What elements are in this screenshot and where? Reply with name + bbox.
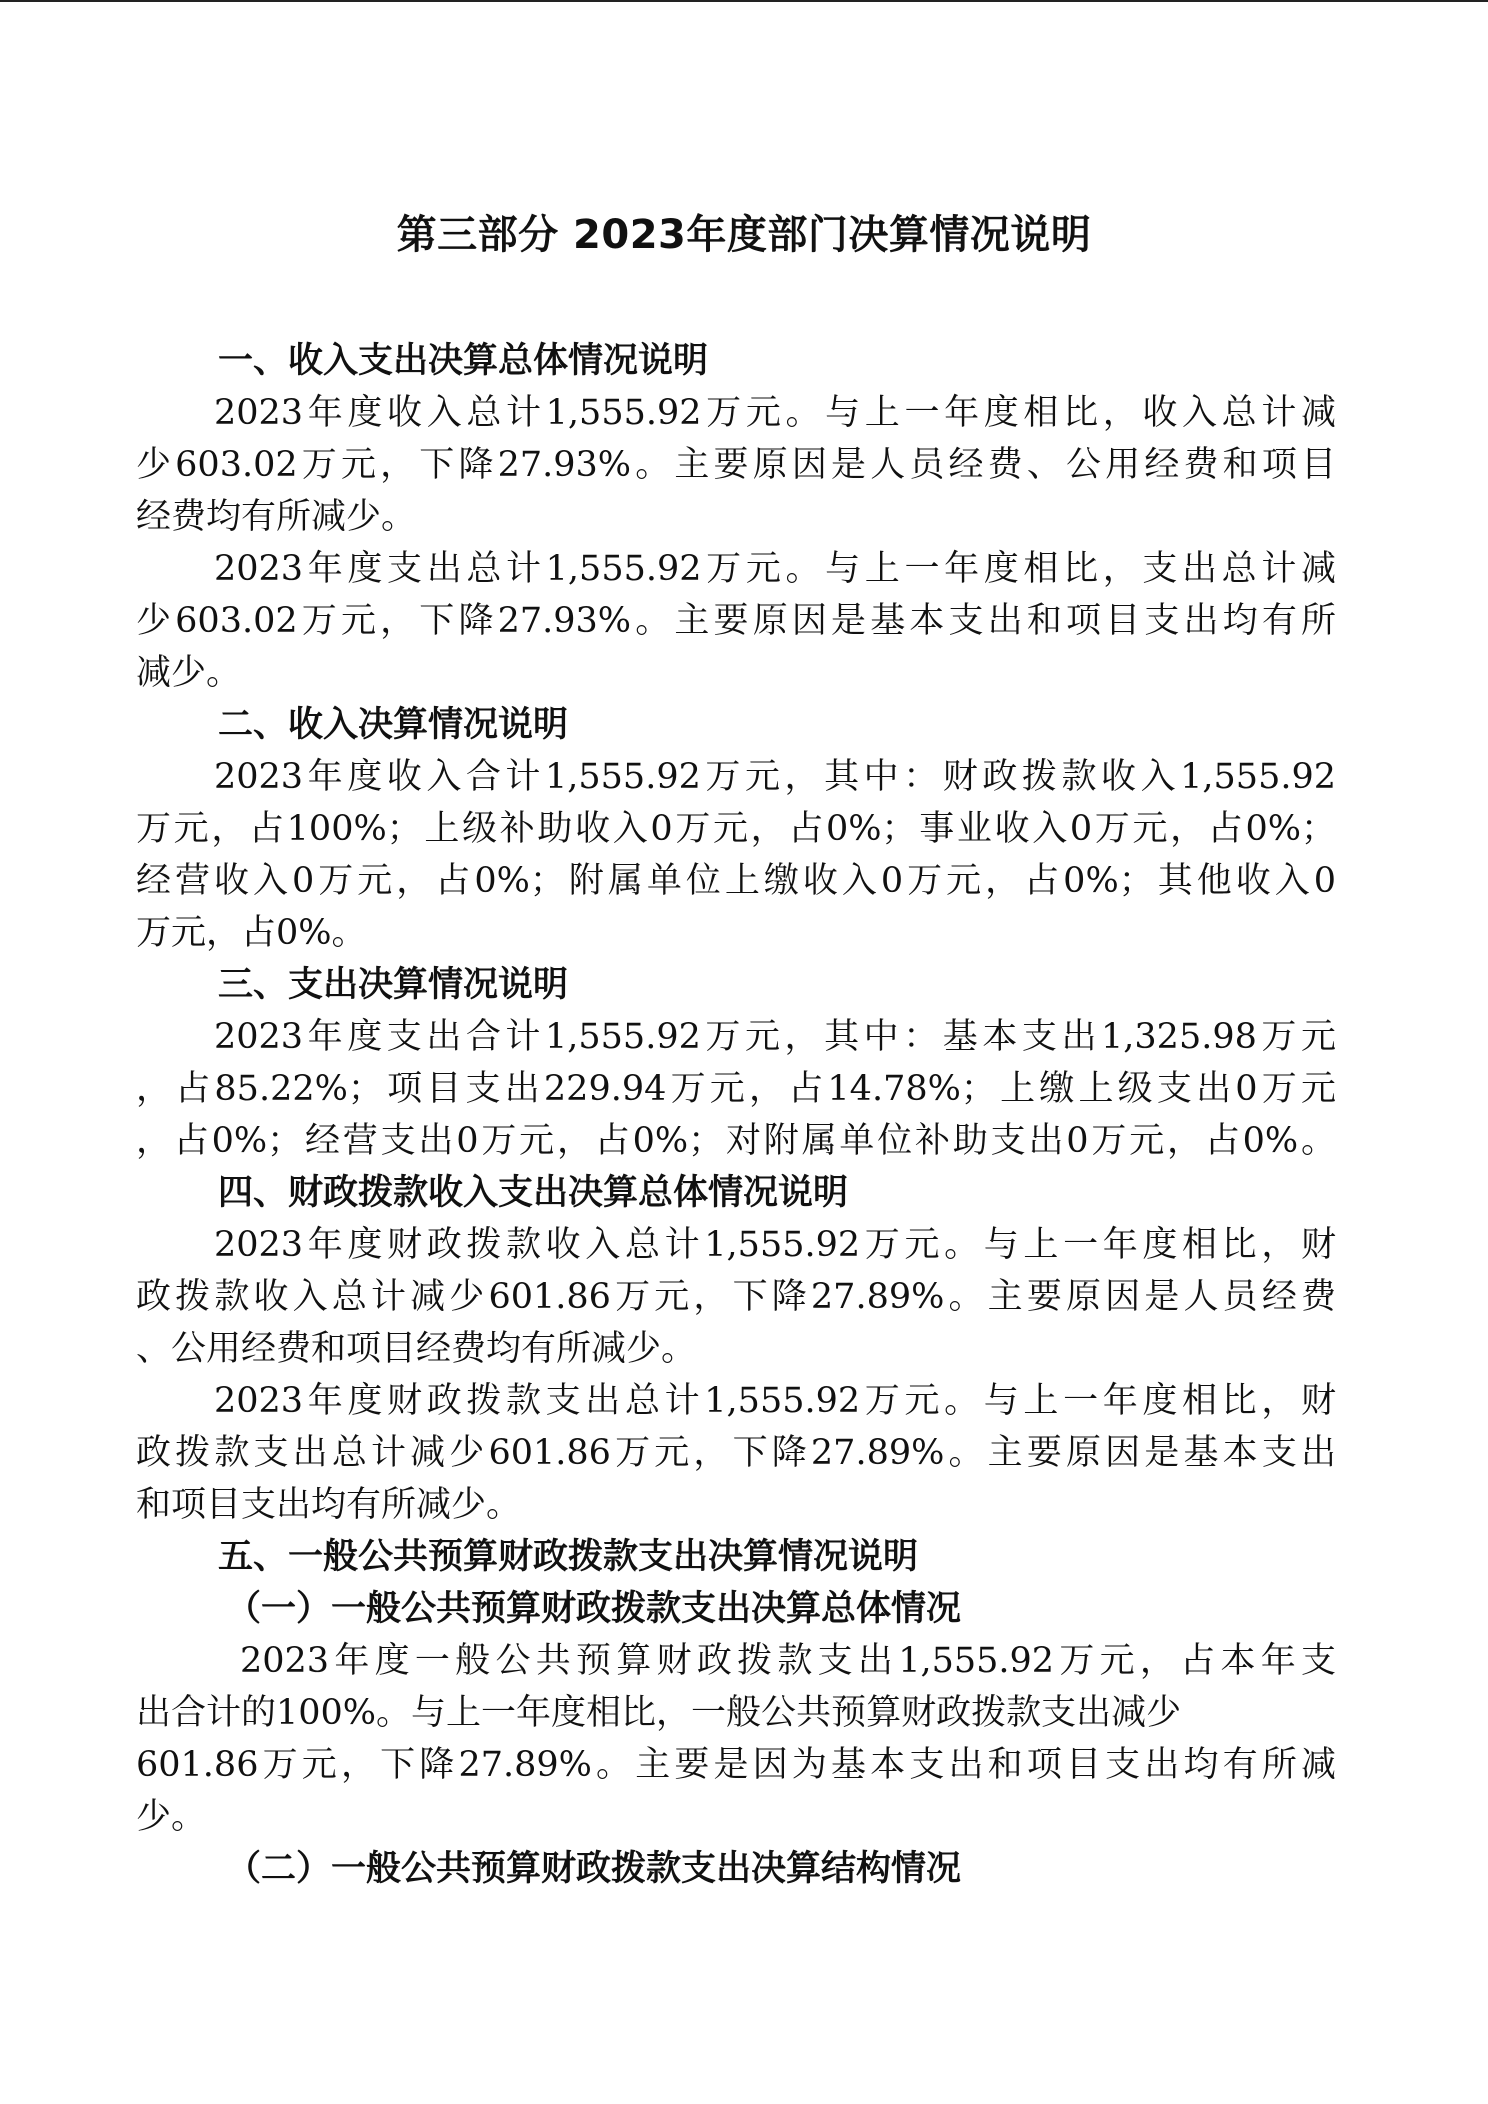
paragraph-fiscal-expense [136, 1375, 1336, 1531]
paragraph-line: 、公用经费和项目经费均有所减少。 [136, 1329, 697, 1369]
paragraph-line: 2023年度财政拨款收入总计1,555.92万元。与上一年度相比，财 [214, 1225, 1336, 1265]
paragraph-line: 少。 [136, 1797, 207, 1837]
paragraph-line: 2023年度支出合计1,555.92万元，其中：基本支出1,325.98万元 [214, 1017, 1336, 1057]
paragraph-line: 万元，占0%。 [136, 913, 367, 953]
section-heading-3: 三、支出决算情况说明 [218, 965, 569, 1005]
paragraph-line: 601.86万元，下降27.89%。主要是因为基本支出和项目支出均有所减 [136, 1745, 1336, 1785]
paragraph-fiscal-income [136, 1219, 1336, 1375]
paragraph-general-budget-total [136, 1635, 1336, 1843]
paragraph-line: ，占0%；经营支出0万元，占0%；对附属单位补助支出0万元，占0%。 [136, 1121, 1336, 1161]
paragraph-line: 政拨款收入总计减少601.86万元，下降27.89%。主要原因是人员经费 [136, 1277, 1336, 1317]
section-heading-4: 四、财政拨款收入支出决算总体情况说明 [218, 1173, 849, 1213]
paragraph-line: 万元，占100%；上级补助收入0万元，占0%；事业收入0万元，占0%； [136, 809, 1336, 849]
paragraph-line: ，占85.22%；项目支出229.94万元，占14.78%；上缴上级支出0万元 [136, 1069, 1336, 1109]
subsection-heading-5-2: （二）一般公共预算财政拨款支出决算结构情况 [226, 1849, 962, 1889]
document-title: 第三部分 2023年度部门决算情况说明 [396, 211, 1092, 258]
paragraph-line: 经营收入0万元，占0%；附属单位上缴收入0万元，占0%；其他收入0 [136, 861, 1336, 901]
section-heading-2: 二、收入决算情况说明 [218, 705, 569, 745]
paragraph-income-breakdown [136, 751, 1336, 959]
paragraph-line: 2023年度收入总计1,555.92万元。与上一年度相比，收入总计减 [214, 393, 1336, 433]
paragraph-line: 2023年度支出总计1,555.92万元。与上一年度相比，支出总计减 [214, 549, 1336, 589]
paragraph-line: 减少。 [136, 653, 242, 693]
subsection-heading-5-1: （一）一般公共预算财政拨款支出决算总体情况 [226, 1589, 962, 1629]
document-body [136, 335, 1336, 1895]
paragraph-income-total [136, 387, 1336, 543]
paragraph-line: 政拨款支出总计减少601.86万元，下降27.89%。主要原因是基本支出 [136, 1433, 1336, 1473]
paragraph-line: 少603.02万元，下降27.93%。主要原因是人员经费、公用经费和项目 [136, 445, 1336, 485]
section-heading-1: 一、收入支出决算总体情况说明 [218, 341, 709, 381]
paragraph-line: 和项目支出均有所减少。 [136, 1485, 522, 1525]
paragraph-line: 2023年度财政拨款支出总计1,555.92万元。与上一年度相比，财 [214, 1381, 1336, 1421]
paragraph-line: 2023年度一般公共预算财政拨款支出1,555.92万元，占本年支 [240, 1641, 1336, 1681]
paragraph-line: 少603.02万元，下降27.93%。主要原因是基本支出和项目支出均有所 [136, 601, 1336, 641]
paragraph-expense-total [136, 543, 1336, 699]
paragraph-line: 出合计的100%。与上一年度相比，一般公共预算财政拨款支出减少 [136, 1693, 1182, 1733]
paragraph-line: 2023年度收入合计1,555.92万元，其中：财政拨款收入1,555.92 [214, 757, 1336, 797]
paragraph-expense-breakdown [136, 1011, 1336, 1167]
paragraph-line: 经费均有所减少。 [136, 497, 417, 537]
section-heading-5: 五、一般公共预算财政拨款支出决算情况说明 [218, 1537, 919, 1577]
